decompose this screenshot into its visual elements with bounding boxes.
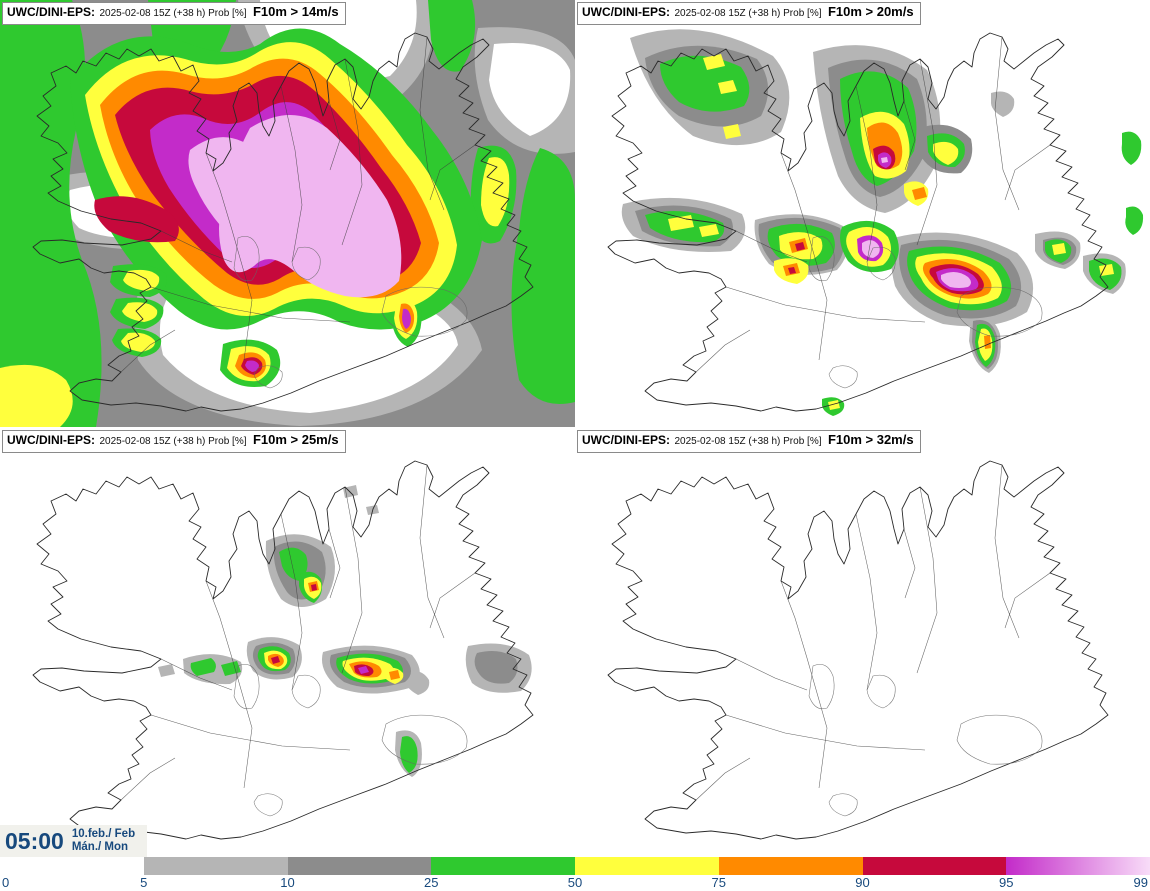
colorbar-segment-5-10 — [144, 857, 288, 875]
threshold-label: F10m > 20m/s — [827, 4, 914, 19]
map-shape — [158, 664, 175, 677]
tick-10: 10 — [280, 875, 295, 890]
valid-date-block — [72, 828, 135, 854]
panel-f10m-25ms — [0, 428, 575, 855]
threshold-label: F10m > 25m/s — [252, 432, 339, 447]
map-canvas-20ms — [575, 0, 1150, 427]
tick-75: 75 — [711, 875, 726, 890]
threshold-label: F10m > 14m/s — [252, 4, 339, 19]
valid-time-box — [0, 825, 147, 857]
tick-5: 5 — [140, 875, 148, 890]
tick-99: 99 — [1133, 875, 1148, 890]
map-shape — [1052, 243, 1066, 255]
valid-time: 05:00 — [5, 827, 64, 854]
valid-date: 10.feb./ Feb — [71, 828, 136, 840]
map-canvas-32ms — [575, 428, 1150, 855]
colorbar-tick-labels — [0, 874, 1150, 891]
map-shape — [1125, 207, 1143, 235]
probability-shading-25ms — [158, 485, 532, 777]
panel-f10m-20ms — [575, 0, 1150, 427]
tick-50: 50 — [567, 875, 583, 890]
model-label: UWC/DINI-EPS: — [7, 433, 95, 447]
probability-shading-14ms — [0, 0, 575, 427]
map-canvas-14ms — [0, 0, 575, 427]
model-label: UWC/DINI-EPS: — [582, 433, 670, 447]
panel-f10m-14ms — [0, 0, 575, 427]
panel-title-20ms — [577, 2, 921, 25]
colorbar-segment-0-5 — [0, 857, 144, 875]
probability-shading-20ms — [622, 29, 1143, 416]
threshold-label: F10m > 32m/s — [827, 432, 914, 447]
panel-title-14ms — [2, 2, 346, 25]
run-meta-label: 2025-02-08 15Z (+38 h) Prob [%] — [674, 8, 822, 19]
map-canvas-25ms — [0, 428, 575, 855]
colorbar-segment-75-90 — [719, 857, 863, 875]
run-meta-label: 2025-02-08 15Z (+38 h) Prob [%] — [99, 8, 247, 19]
map-shape — [881, 157, 888, 163]
tick-0: 0 — [2, 875, 10, 890]
probability-colorbar — [0, 857, 1150, 875]
panel-f10m-32ms — [575, 428, 1150, 855]
map-shape — [1122, 132, 1142, 165]
colorbar-segment-95-99 — [1006, 857, 1150, 875]
colorbar-segment-90-95 — [863, 857, 1007, 875]
panel-title-25ms — [2, 430, 346, 453]
colorbar-segment-25-50 — [431, 857, 575, 875]
colorbar-segment-50-75 — [575, 857, 719, 875]
map-shape — [608, 461, 1108, 839]
run-meta-label: 2025-02-08 15Z (+38 h) Prob [%] — [99, 436, 247, 447]
panel-title-32ms — [577, 430, 921, 453]
valid-day: Mán./ Mon — [71, 841, 129, 853]
tick-95: 95 — [999, 875, 1014, 890]
tick-90: 90 — [855, 875, 870, 890]
run-meta-label: 2025-02-08 15Z (+38 h) Prob [%] — [674, 436, 822, 447]
model-label: UWC/DINI-EPS: — [582, 5, 670, 19]
map-shape — [311, 584, 317, 591]
map-shape — [984, 335, 991, 349]
colorbar-segment-10-25 — [288, 857, 432, 875]
model-label: UWC/DINI-EPS: — [7, 5, 95, 19]
map-shape — [991, 91, 1014, 117]
tick-25: 25 — [424, 875, 439, 890]
